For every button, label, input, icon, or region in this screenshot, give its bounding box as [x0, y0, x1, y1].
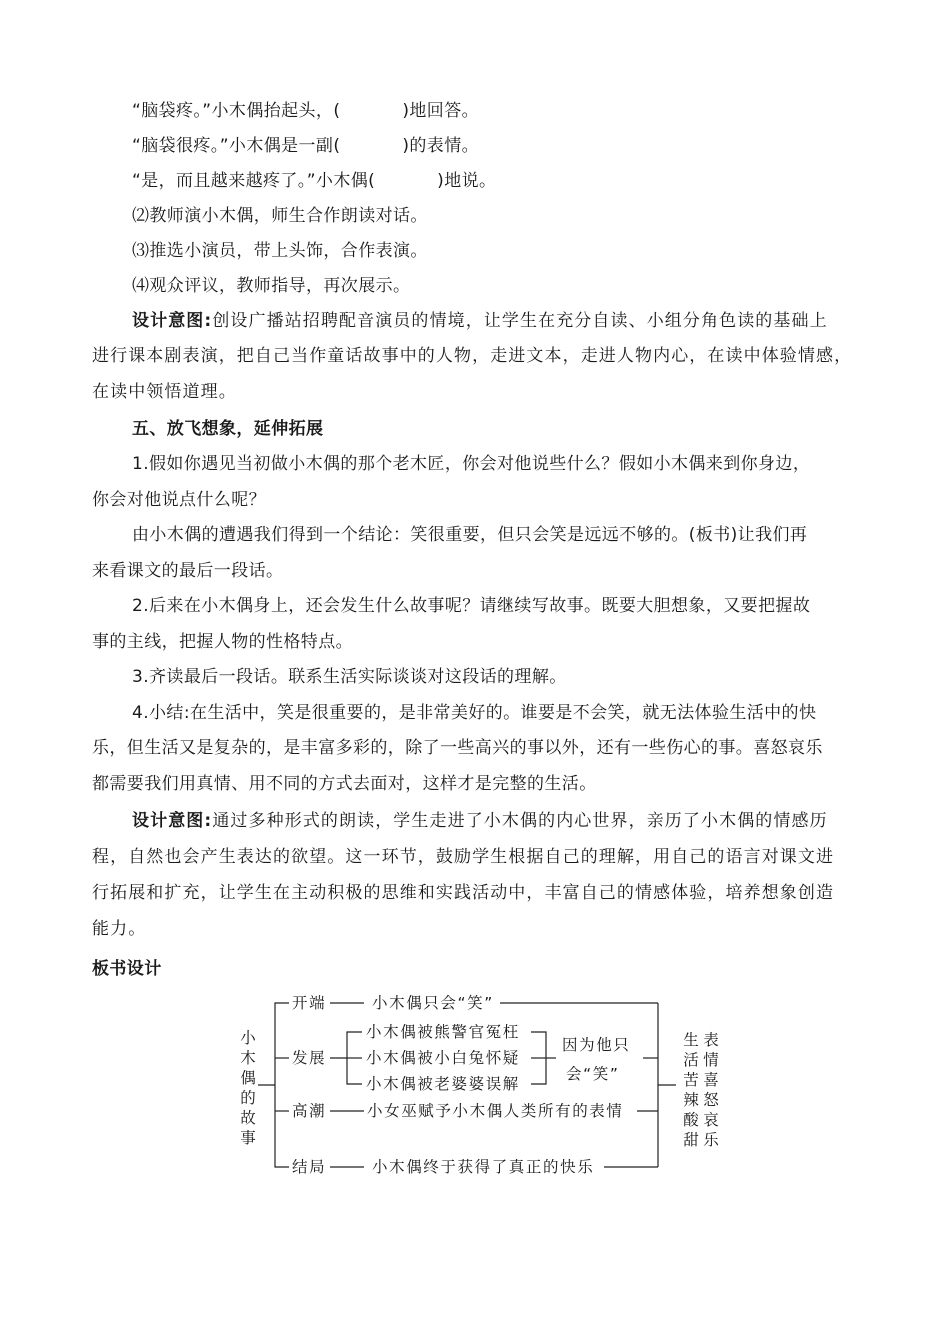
board-design-heading: 板书设计	[92, 959, 162, 979]
question-3-tail: )地说。	[437, 171, 497, 191]
paragraph-1-line-1: 1.假如你遇见当初做小木偶的那个老木匠，你会对他说些什么？假如小木偶来到你身边，	[132, 454, 811, 474]
stage-develop: 发展	[292, 1049, 327, 1067]
paragraph-3-line-1: 2.后来在小木偶身上，还会发生什么故事呢？请继续写故事。既要大胆想象，又要把握故	[132, 596, 811, 616]
question-1-tail: )地回答。	[402, 101, 479, 121]
design-intent-2-line-4: 能力。	[92, 919, 147, 939]
summary-line-2: 乐，但生活又是复杂的，是丰富多彩的，除了一些高兴的事以外，还有一些伤心的事。喜怒哀乐	[92, 738, 823, 758]
stage-end: 结局	[292, 1158, 327, 1176]
start-text: 小木偶只会“笑”	[372, 994, 494, 1012]
design-intent-2-text: 通过多种形式的朗读，学生走进了小木偶的内心世界，亲历了小木偶的情感历	[212, 811, 828, 831]
paragraph-3-line-2: 事的主线，把握人物的性格特点。	[92, 632, 353, 652]
step-2: ⑵教师演小木偶，师生合作朗读对话。	[132, 206, 428, 226]
right-column-life: 生活苦辣酸甜	[683, 1031, 699, 1149]
develop-item-1: 小木偶被熊警官冤枉	[366, 1023, 520, 1041]
stage-climax: 高潮	[292, 1102, 327, 1120]
reason-line-2: 会“笑”	[566, 1065, 620, 1083]
develop-bracket	[347, 1032, 362, 1084]
question-line-1	[132, 100, 479, 122]
design-intent-label: 设计意图:	[132, 811, 213, 831]
paragraph-2-line-2: 来看课文的最后一段话。	[92, 561, 284, 581]
step-4: ⑷观众评议，教师指导，再次展示。	[132, 276, 411, 296]
question-2-text: “脑袋很疼。”小木偶是一副(	[132, 136, 341, 156]
step-3: ⑶推选小演员，带上头饰，合作表演。	[132, 241, 428, 261]
question-1-text: “脑袋疼。”小木偶抬起头，(	[132, 101, 341, 121]
section-5-heading: 五、放飞想象，延伸拓展	[132, 419, 324, 439]
design-intent-1-text: 创设广播站招聘配音演员的情境，让学生在充分自读、小组分角色读的基础上	[212, 311, 828, 331]
summary-text: 在生活中，笑是很重要的，是非常美好的。谁要是不会笑，就无法体验生活中的快	[189, 703, 817, 723]
question-line-2	[132, 135, 479, 157]
reason-line-1: 因为他只	[562, 1036, 631, 1054]
stage-start: 开端	[292, 994, 327, 1012]
question-2-tail: )的表情。	[402, 136, 479, 156]
climax-text: 小女巫赋予小木偶人类所有的表情	[367, 1102, 624, 1120]
design-intent-1-line-2: 进行课本剧表演，把自己当作童话故事中的人物，走进文本，走进人物内心，在读中体验情感，	[92, 346, 853, 366]
paragraph-2-line-1: 由小木偶的遭遇我们得到一个结论：笑很重要，但只会笑是远远不够的。(板书)让我们再	[132, 525, 808, 545]
board-root: 小木偶的故事	[240, 1029, 256, 1147]
question-3-text: “是，而且越来越疼了。”小木偶(	[132, 171, 376, 191]
design-intent-2-line-2: 程，自然也会产生表达的欲望。这一环节，鼓励学生根据自己的理解，用自己的语言对课文进	[92, 847, 835, 867]
develop-right-bracket	[531, 1032, 546, 1084]
design-intent-label: 设计意图:	[132, 311, 213, 331]
end-text: 小木偶终于获得了真正的快乐	[372, 1158, 595, 1176]
question-line-3	[132, 170, 496, 192]
summary-line-3: 都需要我们用真情、用不同的方式去面对，这样才是完整的生活。	[92, 774, 597, 794]
develop-item-2: 小木偶被小白兔怀疑	[366, 1049, 520, 1067]
right-column-emotions: 表情喜怒哀乐	[703, 1031, 719, 1149]
design-intent-1-line-1	[132, 310, 828, 332]
design-intent-2-line-1	[132, 810, 828, 832]
develop-item-3: 小木偶被老婆婆误解	[366, 1075, 520, 1093]
paragraph-1-line-2: 你会对他说点什么呢？	[92, 490, 266, 510]
design-intent-2-line-3: 行拓展和扩充，让学生在主动积极的思维和实践活动中，丰富自己的情感体验，培养想象创造	[92, 883, 835, 903]
design-intent-1-line-3: 在读中领悟道理。	[92, 382, 237, 402]
summary-line-1	[132, 702, 816, 724]
paragraph-4: 3.齐读最后一段话。联系生活实际谈谈对这段话的理解。	[132, 667, 567, 687]
summary-label: 4.小结:	[132, 703, 190, 723]
main-bracket	[275, 1003, 289, 1167]
